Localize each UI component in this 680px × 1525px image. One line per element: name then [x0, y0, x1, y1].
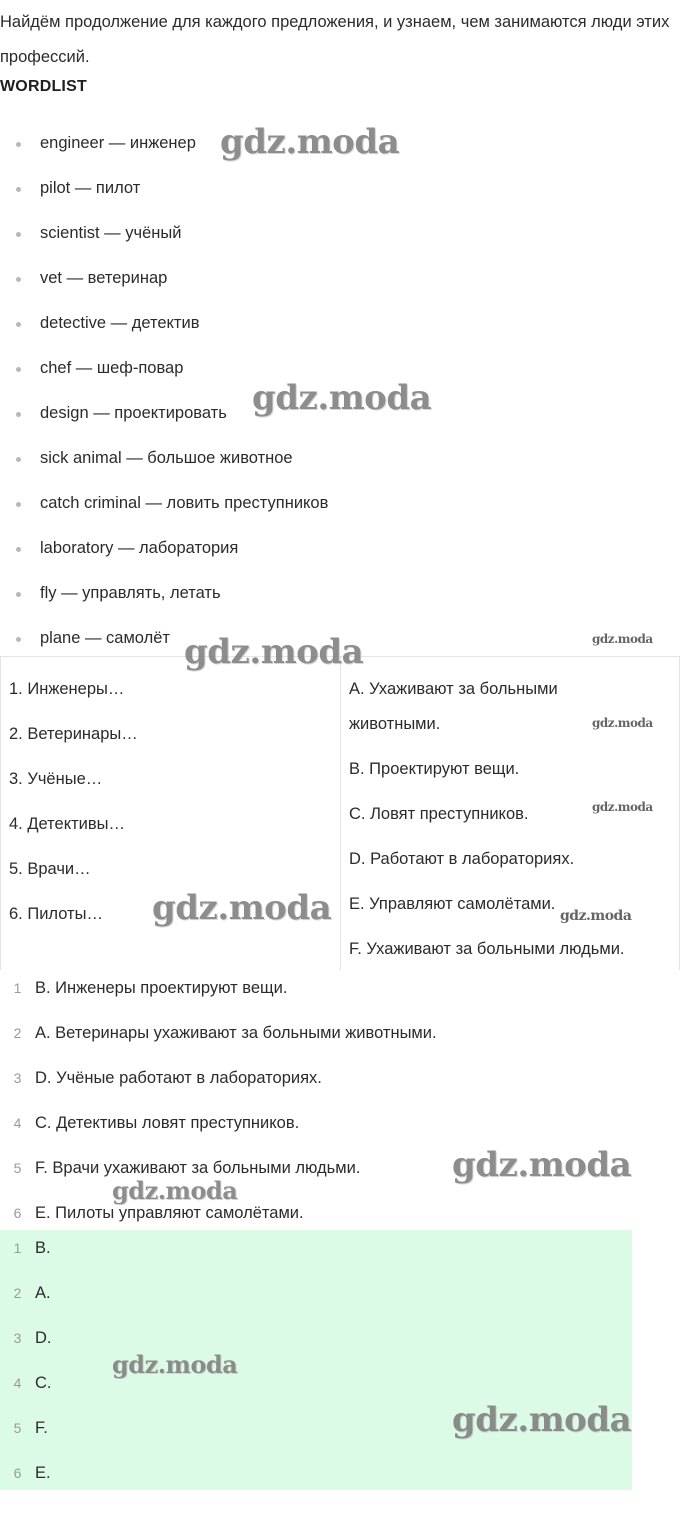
watermark: gdz.moda: [592, 632, 653, 646]
item-number: 5: [13, 1160, 22, 1176]
table-cell: 5. Врачи…: [9, 860, 91, 878]
item-number: 3: [13, 1070, 22, 1086]
list-item: plane — самолёт: [0, 616, 328, 661]
intro-text: Найдём продолжение для каждого предложения, и узнаем, чем занимаются люди этих профессий.: [0, 13, 670, 66]
item-text: C. Детективы ловят преступников.: [35, 1114, 300, 1132]
table-cell: 4. Детективы…: [9, 815, 125, 833]
table-cell: 3. Учёные…: [9, 770, 103, 788]
watermark: gdz.moda: [452, 1145, 632, 1185]
watermark: gdz.moda: [592, 716, 653, 730]
watermark: gdz.moda: [560, 908, 632, 924]
short-answers-list: [0, 1226, 52, 1496]
watermark: gdz.moda: [152, 888, 332, 928]
table-cell: 2. Ветеринары…: [9, 725, 138, 743]
item-text: E. Пилоты управляют самолётами.: [35, 1204, 304, 1222]
list-item: [0, 1101, 437, 1146]
item-number: 5: [13, 1420, 22, 1436]
answer-highlight-box: [0, 1230, 632, 1490]
item-text: A.: [35, 1284, 51, 1302]
watermark: gdz.moda: [112, 1176, 238, 1205]
list-item: chef — шеф-повар: [0, 346, 328, 391]
list-item: detective — детектив: [0, 301, 328, 346]
item-number: 2: [13, 1285, 22, 1301]
item-text: C.: [35, 1374, 52, 1392]
watermark: gdz.moda: [220, 122, 400, 162]
table-cell: 1. Инженеры…: [9, 680, 125, 698]
table-cell: C. Ловят преступников.: [349, 805, 529, 823]
list-item: vet — ветеринар: [0, 256, 328, 301]
watermark: gdz.moda: [252, 378, 432, 418]
item-number: 2: [13, 1025, 22, 1041]
item-number: 1: [13, 980, 22, 996]
list-item: sick animal — большое животное: [0, 436, 328, 481]
table-cell: A. Ухаживают за больными животными.: [349, 680, 558, 733]
table-cell: F. Ухаживают за больными людьми.: [349, 940, 625, 958]
item-text: E.: [35, 1464, 51, 1482]
item-number: 4: [13, 1375, 22, 1391]
item-text: D. Учёные работают в лабораториях.: [35, 1069, 322, 1087]
list-item: design — проектировать: [0, 391, 328, 436]
list-item: catch criminal — ловить преступников: [0, 481, 328, 526]
item-text: F.: [35, 1419, 48, 1437]
list-item: [0, 966, 437, 1011]
list-item: [0, 1406, 52, 1451]
item-text: B.: [35, 1239, 51, 1257]
table-cell: B. Проектируют вещи.: [349, 760, 520, 778]
list-item: [0, 1271, 52, 1316]
list-item: [0, 1056, 437, 1101]
watermark: gdz.moda: [184, 632, 364, 672]
list-item: pilot — пилот: [0, 166, 328, 211]
item-number: 6: [13, 1465, 22, 1481]
watermark: gdz.moda: [112, 1350, 238, 1379]
list-item: laboratory — лаборатория: [0, 526, 328, 571]
table-cell: 6. Пилоты…: [9, 905, 103, 923]
list-item: engineer — инженер: [0, 121, 328, 166]
table-cell: E. Управляют самолётами.: [349, 895, 556, 913]
list-item: [0, 1011, 437, 1056]
table-cell: D. Работают в лабораториях.: [349, 850, 575, 868]
item-number: 3: [13, 1330, 22, 1346]
item-number: 4: [13, 1115, 22, 1131]
watermark: gdz.moda: [592, 800, 653, 814]
list-item: [0, 1451, 52, 1496]
list-item: [0, 1316, 52, 1361]
list-item: scientist — учёный: [0, 211, 328, 256]
item-text: F. Врачи ухаживают за больными людьми.: [35, 1159, 361, 1177]
item-number: 6: [13, 1205, 22, 1221]
item-text: B. Инженеры проектируют вещи.: [35, 979, 288, 997]
item-text: D.: [35, 1329, 52, 1347]
list-item: [0, 1226, 52, 1271]
item-number: 1: [13, 1240, 22, 1256]
watermark: gdz.moda: [452, 1400, 632, 1440]
list-item: [0, 1361, 52, 1406]
wordlist-heading: WORDLIST: [0, 78, 87, 95]
item-text: A. Ветеринары ухаживают за больными животными.: [35, 1024, 437, 1042]
list-item: fly — управлять, летать: [0, 571, 328, 616]
